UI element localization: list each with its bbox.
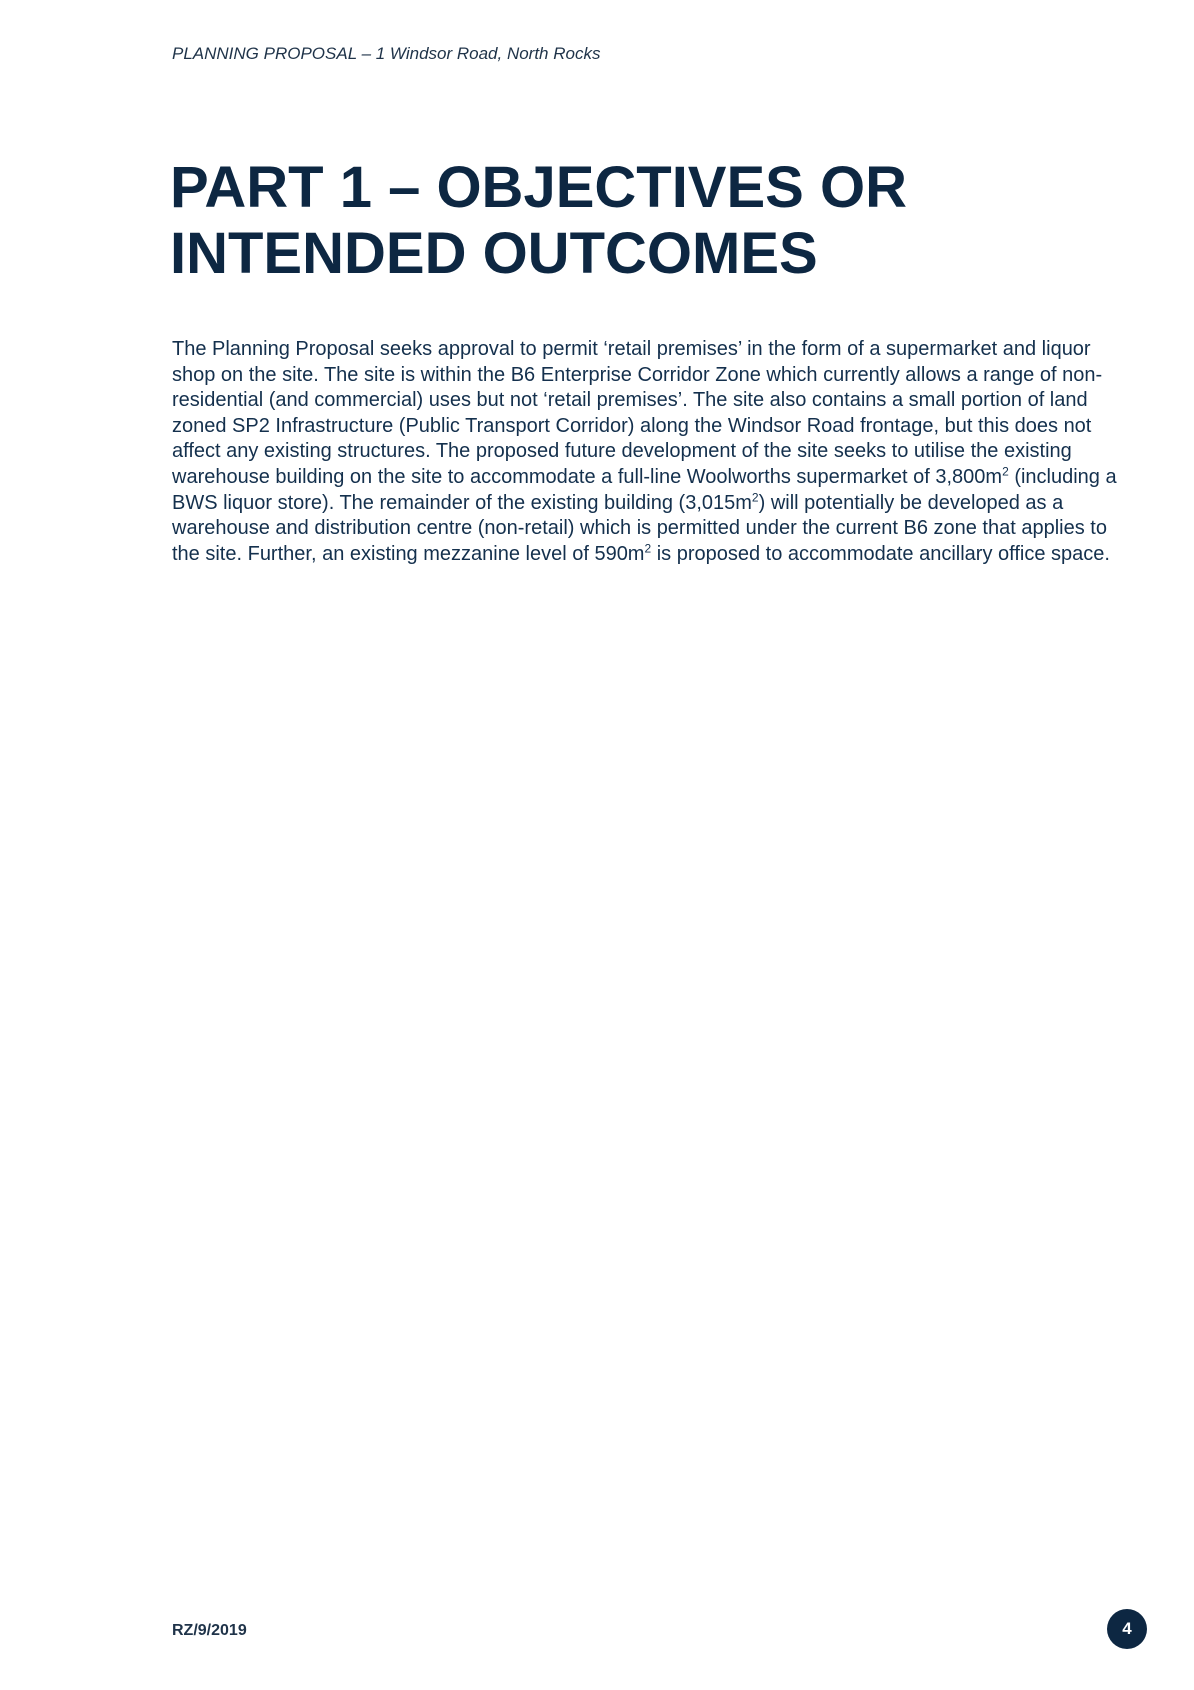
running-header: PLANNING PROPOSAL – 1 Windsor Road, North Rocks: [172, 44, 601, 63]
footer-reference: RZ/9/2019: [172, 1622, 247, 1639]
body-text-segment-2: (including a BWS liquor store). The remainder of the existing building (3,015m: [172, 465, 1117, 514]
body-text-segment-4: is proposed to accommodate ancillary office space.: [651, 542, 1110, 565]
page-title-line-1: PART 1 – OBJECTIVES OR: [170, 155, 907, 220]
superscript-squared-2: 2: [751, 489, 759, 504]
page-title-line-2: INTENDED OUTCOMES: [170, 221, 818, 286]
body-paragraph: [172, 337, 1132, 567]
superscript-squared-3: 2: [644, 541, 652, 556]
body-text-segment-1: The Planning Proposal seeks approval to permit ‘retail premises’ in the form of a supermarket and liquor shop on the site. The site is within the B6 Enterprise Corridor Zone which currently allows a range of non-residential (and commercial) uses but not ‘retail premises’. The site also contains a small portion of land zoned SP2 Infrastructure (Public Transport Corridor) along the Windsor Road frontage, but this does not affect any existing structures. The proposed future development of the site seeks to utilise the existing warehouse building on the site to accommodate a full-line Woolworths supermarket of 3,800m: [172, 338, 1103, 488]
page-title: [170, 155, 1070, 287]
superscript-squared-1: 2: [1002, 464, 1009, 479]
body-text-segment-3: ) will potentially be developed as a warehouse and distribution centre (non-retail) which is permitted under the current B6 zone that applies to the site. Further, an existing mezzanine level of 590m: [172, 491, 1107, 565]
page-number-badge: 4: [1107, 1609, 1147, 1649]
